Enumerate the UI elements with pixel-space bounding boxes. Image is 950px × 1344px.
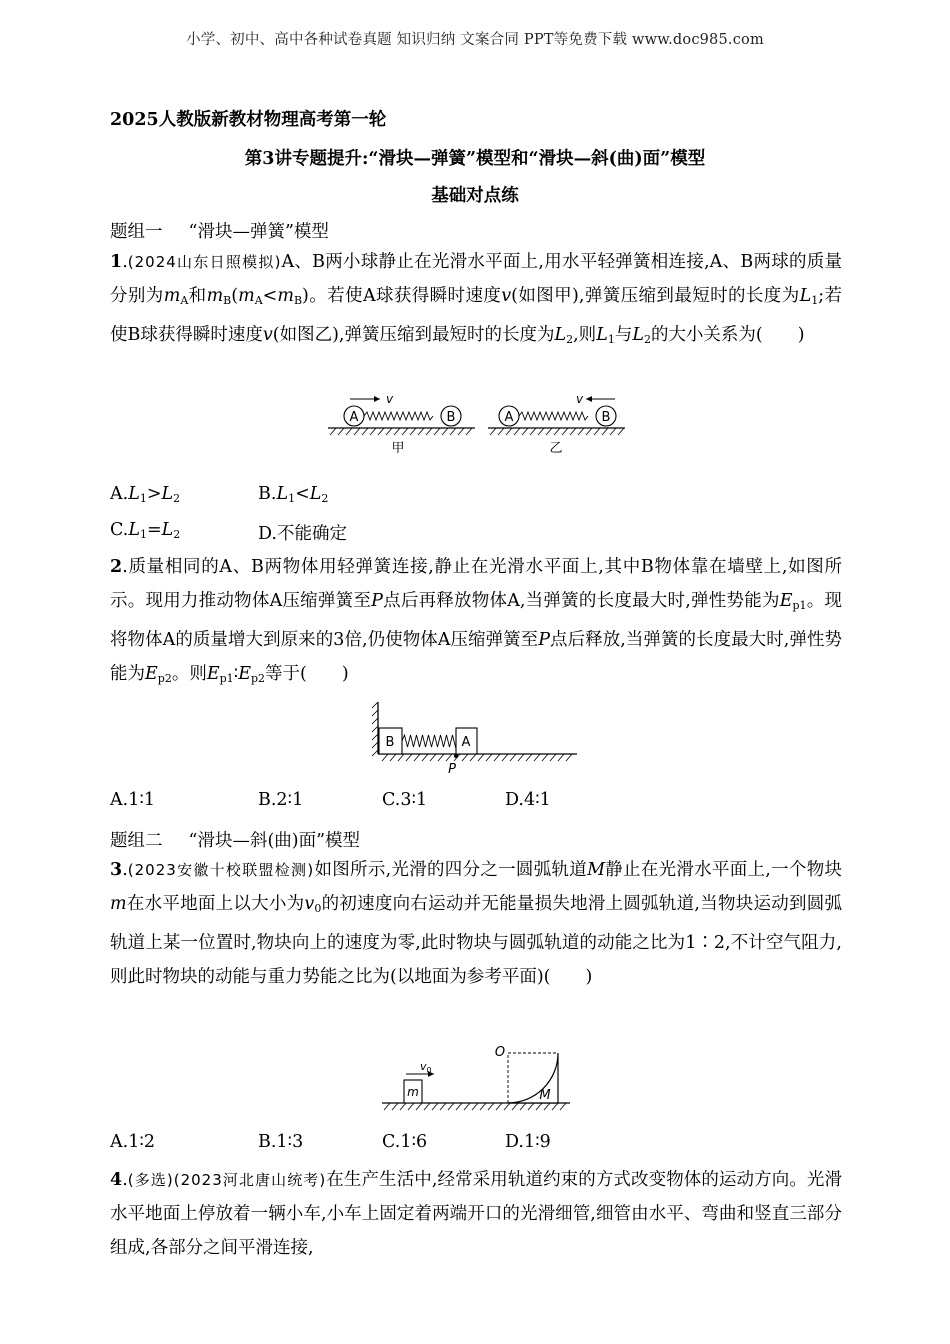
velocity-label: v [386, 392, 394, 406]
figure-q3 [380, 1042, 575, 1112]
figure-yi [488, 392, 625, 456]
option-a[interactable]: $A.L_1>L_2$ [110, 484, 181, 505]
option-b[interactable]: B.1∶3 [258, 1132, 304, 1152]
section-title: 基础对点练 [431, 186, 519, 206]
spring [402, 735, 458, 747]
figure-jia [328, 392, 475, 456]
figure-jia-label: 甲 [391, 441, 405, 456]
question-1: 1.(2024山东日照模拟)A、B两小球静止在光滑水平面上,用水平轻弹簧相连接,A、B两球的质量分别为$m_A$和$m_B(m_A<m_B)$。若使A球获得瞬时速度v(如图甲),弹簧压缩到最短时的长度为$L_1$;若使B球获得瞬时速度v(如图乙),弹簧压缩到最短时的长度为$L_2$,则$L_1$与$L_2$的大小关系为( ) [110, 252, 843, 346]
spring [364, 412, 433, 420]
question-3: 3.(2023安徽十校联盟检测)如图所示,光滑的四分之一圆弧轨道M静止在光滑水平面上,一个物块m在水平地面上以大小为$v_0$的初速度向右运动并无能量损失地滑上圆弧轨道,当物块运动到圆弧轨道上某一位置时,物块向上的速度为零,此时物块与圆弧轨道的动能之比为1∶2,不计空气阻力,则此时物块的动能与重力势能之比为(以地面为参考平面)( ) [110, 860, 843, 987]
option-d[interactable]: D.4∶1 [505, 790, 551, 810]
option-d[interactable]: D.1∶9 [505, 1132, 551, 1152]
option-c[interactable]: C.1∶6 [382, 1132, 428, 1152]
question-source: (2023安徽十校联盟检测) [127, 861, 315, 879]
group-name: “滑块—斜(曲)面”模型 [188, 831, 361, 851]
option-c[interactable]: $C.L_1=L_2$ [110, 520, 181, 541]
track-m-label: M [539, 1088, 551, 1103]
point-p [454, 754, 458, 758]
ball-b-label: B [601, 410, 611, 425]
question-2: 2.质量相同的A、B两物体用轻弹簧连接,静止在光滑水平面上,其中B物体靠在墙壁上,如图所示。现用力推动物体A压缩弹簧至P点后再释放物体A,当弹簧的长度最大时,弹性势能为$E_{p1}$。现将物体A的质量增大到原来的3倍,仍使物体A压缩弹簧至P点后释放,当弹簧的长度最大时,弹性势能为$E_{p2}$。则$E_{p1}∶E_{p2}$等于( ) [110, 557, 843, 685]
group-heading-1 [110, 218, 329, 243]
velocity-arrow [374, 396, 380, 402]
point-p-label: P [448, 762, 456, 777]
question-text: 在生产生活中,经常采用轨道约束的方式改变物体的运动方向。光滑水平地面上停放着一辆小车,小车上固定着两端开口的光滑细管,细管由水平、弯曲和竖直三部分组成,各部分之间平滑连接, [110, 1170, 842, 1258]
page-header: 小学、初中、高中各种试卷真题 知识归纳 文案合同 PPT等免费下载 www.doc985.com [186, 32, 764, 48]
group-name: “滑块—弹簧”模型 [188, 222, 329, 242]
spring [519, 412, 588, 420]
option-d[interactable]: D.不能确定 [258, 524, 347, 544]
ball-a-label: A [349, 410, 359, 425]
center-o-label: O [494, 1045, 506, 1060]
lecture-title: 第3讲专题提升:“滑块—弹簧”模型和“滑块—斜(曲)面”模型 [244, 149, 706, 169]
block-a-label: A [461, 735, 471, 750]
block-b-label: B [385, 735, 395, 750]
question-number: 1 [110, 252, 123, 272]
group-heading-2 [110, 827, 360, 852]
question-source: (2024山东日照模拟) [127, 253, 282, 271]
option-c[interactable]: C.3∶1 [382, 790, 428, 810]
ball-b-label: B [446, 410, 456, 425]
document-title: 2025人教版新教材物理高考第一轮 [110, 110, 387, 130]
velocity-label: $v_0$ [420, 1060, 432, 1075]
question-number: 3 [110, 860, 123, 880]
option-b[interactable]: B.2∶1 [258, 790, 304, 810]
velocity-label: v [576, 392, 584, 406]
velocity-arrow [586, 396, 592, 402]
figure-yi-label: 乙 [549, 441, 563, 456]
question-source: (多选)(2023河北唐山统考) [127, 1171, 327, 1189]
question-4: 4.(多选)(2023河北唐山统考)在生产生活中,经常采用轨道约束的方式改变物体的运动方向。光滑水平地面上停放着一辆小车,小车上固定着两端开口的光滑细管,细管由水平、弯曲和竖直三部分组成,各部分之间平滑连接, [110, 1170, 842, 1258]
figure-q2 [372, 702, 582, 776]
figure-q1 [320, 388, 630, 458]
group-label: 题组一 [110, 222, 163, 242]
question-number: 4 [110, 1170, 123, 1190]
ball-a-label: A [504, 410, 514, 425]
group-label: 题组二 [110, 831, 163, 851]
option-a[interactable]: A.1∶1 [110, 790, 156, 810]
block-m-label: m [407, 1085, 419, 1099]
question-number: 2 [110, 557, 123, 577]
option-b[interactable]: $B.L_1<L_2$ [258, 484, 329, 505]
option-a[interactable]: A.1∶2 [110, 1132, 156, 1152]
